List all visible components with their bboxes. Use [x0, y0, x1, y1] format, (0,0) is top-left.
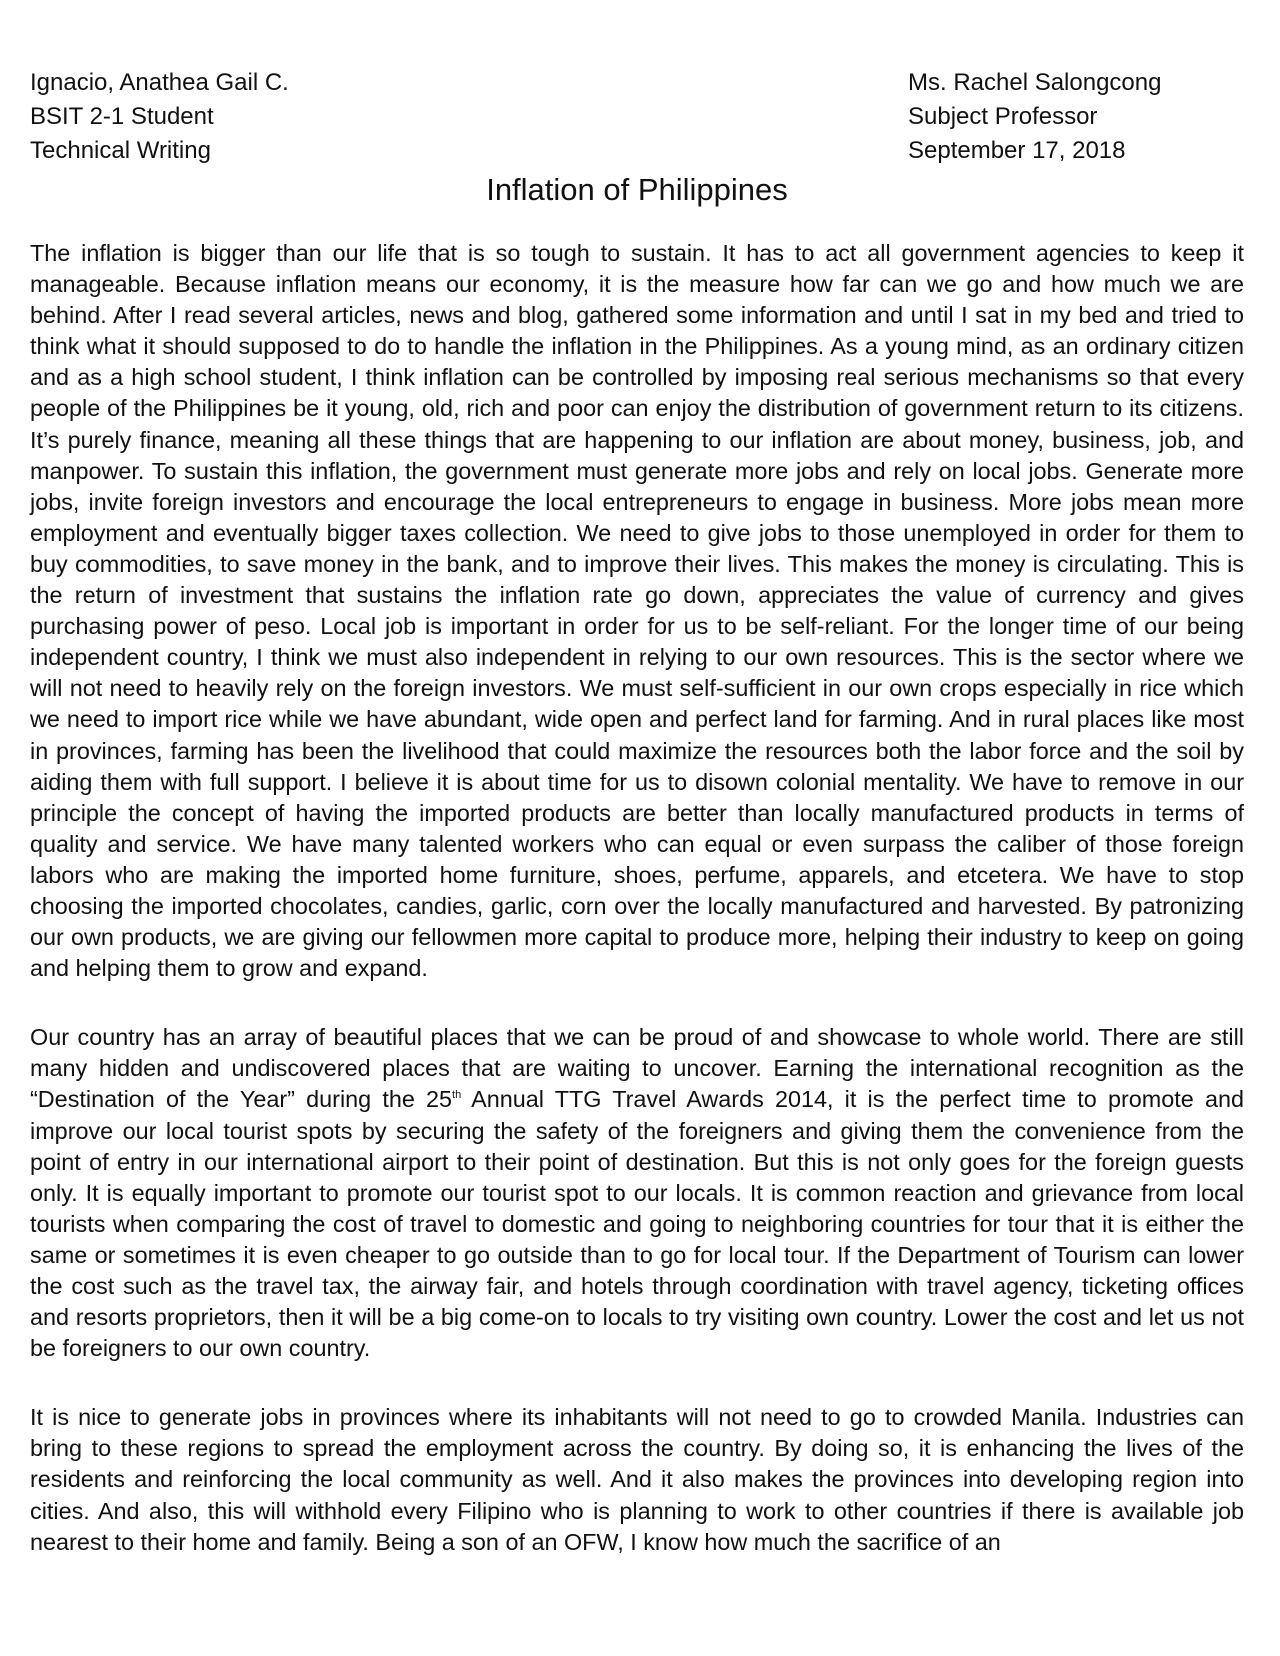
professor-role: Subject Professor — [908, 103, 1098, 130]
paragraph-1: The inflation is bigger than our life that is so tough to sustain. It has to act all government agencies to keep it manageable. Because inflation means our economy, it is the measure how far can we go and how much we are behind. After I read several articles, news and blog, gathered some information and until I sat in my bed and tried to think what it should supposed to do to handle the inflation in the Philippines. As a young mind, as an ordinary citizen and as a high school student, I think inflation can be controlled by imposing real serious mechanisms so that every people of the Philippines be it young, old, rich and poor can enjoy the distribution of government return to its citizens. It’s purely finance, meaning all these things that are happening to our inflation are about money, business, job, and manpower. To sustain this inflation, the government must generate more jobs and rely on local jobs. Generate more jobs, invite foreign investors and encourage the local entrepreneurs to engage in business. More jobs mean more employment and eventually bigger taxes collection. We need to give jobs to those unemployed in order for them to buy commodities, to save money in the bank, and to improve their lives. This makes the money is circulating. This is the return of investment that sustains the inflation rate go down, appreciates the value of currency and gives purchasing power of peso. Local job is important in order for us to be self-reliant. For the longer time of our being independent country, I think we must also independent in relying to our own resources. This is the sector where we will not need to heavily rely on the foreign investors. We must self-sufficient in our own crops especially in rice which we need to import rice while we have abundant, wide open and perfect land for farming. And in rural places like most in provinces, farming has been the livelihood that could maximize the resources both the labor force and the soil by aiding them with full support. I believe it is about time for us to disown colonial mentality. We have to remove in our principle the concept of having the imported products are better than locally manufactured products in terms of quality and service. We have many talented workers who can equal or even surpass the caliber of those foreign labors who are making the imported home furniture, shoes, perfume, apparels, and etcetera. We have to stop choosing the imported chocolates, candies, garlic, corn over the locally manufactured and harvested. By patronizing our own products, we are giving our fellowmen more capital to produce more, helping their industry to keep on going and helping them to grow and expand. — [30, 240, 1244, 982]
student-info — [30, 66, 630, 168]
professor-info — [908, 66, 1228, 168]
student-name: Ignacio, Anathea Gail C. — [30, 69, 289, 96]
professor-name: Ms. Rachel Salongcong — [908, 69, 1162, 96]
paragraph-2 — [30, 1022, 1244, 1364]
paragraph-3: It is nice to generate jobs in provinces where its inhabitants will not need to go to crowded Manila. Industries can bring to these regions to spread the employment across the country. By doing so, it is enhancing the lives of the residents and reinforcing the local community as well. And it also makes the provinces into developing region into cities. And also, this will withhold every Filipino who is planning to work to other countries if there is available job nearest to their home and family. Being a son of an OFW, I know how much the sacrifice of an — [30, 1404, 1244, 1555]
document-date: September 17, 2018 — [908, 137, 1126, 164]
paragraph-2-part-1: Our country has an array of beautiful places that we can be proud of and showcase to whole world. There are still many hidden and undiscovered places that are waiting to uncover. Earning the international recognition as the “Destination of the Year” during the 25 — [30, 1024, 1244, 1113]
document-header — [30, 66, 1244, 168]
paragraph-2-part-2: Annual TTG Travel Awards 2014, it is the perfect time to promote and improve our local tourist spots by securing the safety of the foreigners and giving them the convenience from the point of entry in our international airport to their point of destination. But this is not only goes for the foreign guests only. It is equally important to promote our tourist spot to our locals. It is common reaction and grievance from local tourists when comparing the cost of travel to domestic and going to neighboring countries for tour that it is either the same or sometimes it is even cheaper to go outside than to go for local tour. If the Department of Tourism can lower the cost such as the travel tax, the airway fair, and hotels through coordination with travel agency, ticketing offices and resorts proprietors, then it will be a big come-on to locals to try visiting own country. Lower the cost and let us not be foreigners to our own country. — [30, 1086, 1244, 1362]
subject-name: Technical Writing — [30, 137, 211, 164]
ordinal-superscript: th — [452, 1089, 462, 1102]
student-role: BSIT 2-1 Student — [30, 103, 214, 130]
document-title: Inflation of Philippines — [486, 172, 788, 207]
document-body — [30, 238, 1244, 1558]
